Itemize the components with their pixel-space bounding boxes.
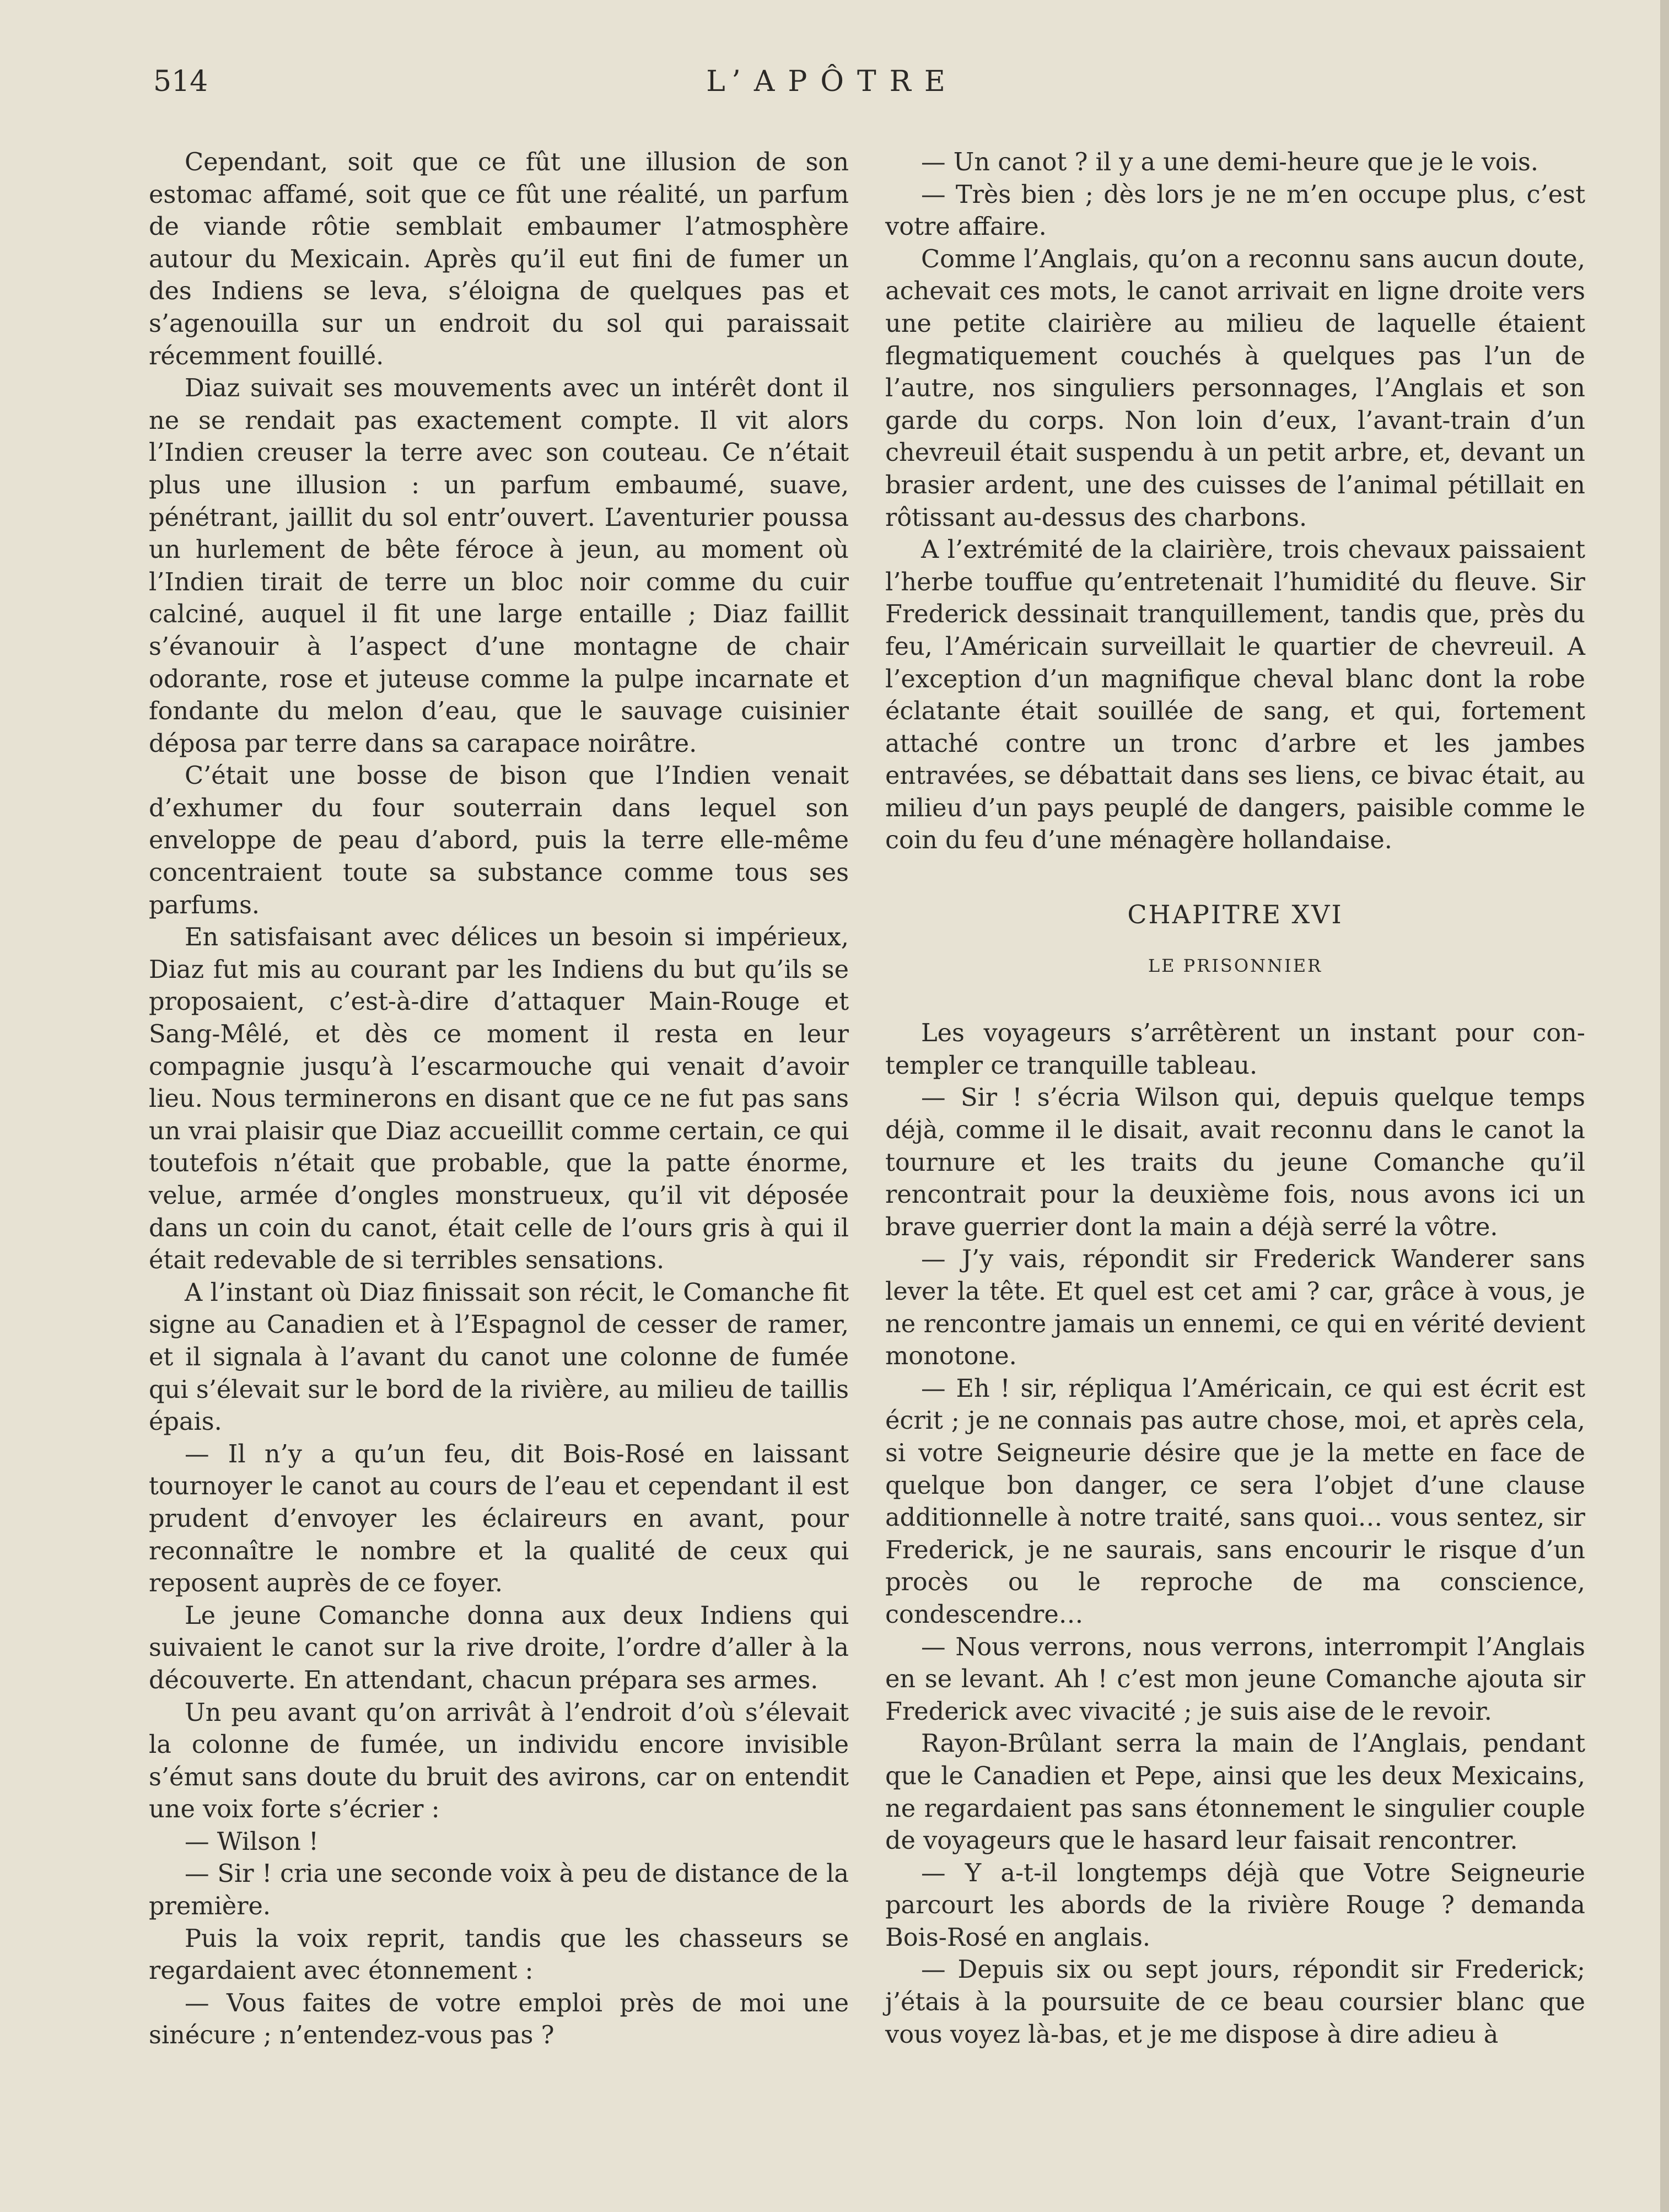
paragraph: — Un canot ? il y a une demi-heure que je le vois. (921, 148, 1539, 176)
paragraph: — Sir ! s’écria Wilson qui, depuis quelque temps déjà, comme il le disait, avait reconnu dans le canot la tournure et les traits du jeune Comanche qu’il rencontrait pour la deuxième fois, nous avons ici un brave guerrier dont la main a déjà serré la vôtre. (885, 1083, 1585, 1241)
paragraph: — Il n’y a qu’un feu, dit Bois-Rosé en laissant tournoyer le canot au cours de l’eau et cependant il est prudent d’envoyer les éclaireurs en avant, pour reconnaître le nombre et la qualité de ceux qui reposent auprès de ce foyer. (149, 1439, 849, 1598)
paragraph: — Eh ! sir, répliqua l’Américain, ce qui est écrit est écrit ; je ne connais pas autre chose, moi, et après cela, si votre Seigneurie désire que je la mette en face de quelque bon danger, ce sera l’objet d’une clause additionnelle à notre traité, sans quoi… vous sentez, sir Frederick, je ne saurais, sans encourir le risque d’un procès ou le reproche de ma conscience, condescendre… (885, 1374, 1585, 1629)
paragraph: Comme l’Anglais, qu’on a reconnu sans aucun doute, achevait ces mots, le canot arrivait en ligne droite vers une petite clairière au milieu de laquelle étaient flegmatiquement couchés à quelques pas l’un de l’autre, nos singuliers personnages, l’Anglais et son garde du corps. Non loin d’eux, l’avant-train d’un chevreuil était suspendu à un petit arbre, et, devant un brasier ardent, une des cuisses de l’animal pétillait en rôtissant au-dessus des charbons. (885, 244, 1585, 532)
paragraph: En satisfaisant avec délices un besoin si impérieux, Diaz fut mis au courant par les Indiens du but qu’ils se proposaient, c’est-à-dire d’attaquer Main-Rouge et Sang-Mêlé, et dès ce moment il resta en leur compagnie jusqu’à l’escarmouche qui venait d’avoir lieu. Nous terminerons en disant que ce ne fut pas sans un vrai plaisir que Diaz accueillit comme certain, ce qui toutefois n’était que probable, que la patte énorme, velue, armée d’ongles monstrueux, qu’il vit déposée dans un coin du canot, était celle de l’ours gris à qui il était redevable de si terribles sensations. (149, 923, 849, 1275)
left-column (149, 146, 849, 2052)
chapter-title: CHAPITRE XVI (1127, 900, 1343, 930)
paragraph: — Vous faites de votre emploi près de moi une sinécure ; n’entendez-vous pas ? (149, 1988, 849, 2050)
chapter-subtitle: LE PRISONNIER (1148, 955, 1323, 976)
paragraph: — Très bien ; dès lors je ne m’en occupe plus, c’est votre affaire. (885, 180, 1585, 241)
paragraph: — Depuis six ou sept jours, répondit sir Frederick; j’étais à la poursuite de ce beau coursier blanc que vous voyez là-bas, et je me dispose à dire adieu à (885, 1955, 1585, 2049)
paragraph: Diaz suivait ses mouvements avec un intérêt dont il ne se rendait pas exactement compte. Il vit alors l’Indien creuser la terre avec son couteau. Ce n’était plus une illusion : un parfum embaumé, suave, pénétrant, jaillit du sol entr’ouvert. L’aventurier poussa un hurlement de bête féroce à jeun, au moment où l’Indien tirait de terre un bloc noir comme du cuir calciné, auquel il fit une large entaille ; Diaz faillit s’évanouir à l’aspect d’une montagne de chair odorante, rose et juteuse comme la pulpe incarnate et fondante du melon d’eau, que le sauvage cuisinier déposa par terre dans sa carapace noirâtre. (149, 374, 849, 758)
paragraph: C’était une bosse de bison que l’Indien venait d’exhumer du four souterrain dans lequel son enveloppe de peau d’abord, puis la terre elle-même concentraient toute sa substance comme tous ses parfums. (149, 761, 849, 919)
page-number: 514 (153, 65, 208, 98)
right-column (885, 146, 1585, 2050)
paragraph: A l’instant où Diaz finissait son récit, le Comanche fit signe au Canadien et à l’Espagnol de cesser de ramer, et il signala à l’avant du canot une colonne de fumée qui s’élevait sur le bord de la rivière, au milieu de taillis épais. (149, 1278, 849, 1436)
paragraph: — Y a-t-il longtemps déjà que Votre Seigneurie parcourt les abords de la rivière Rouge ? demanda Bois-Rosé en anglais. (885, 1858, 1585, 1952)
paragraph: Le jeune Comanche donna aux deux Indiens qui suivaient le canot sur la rive droite, l’ordre d’aller à la découverte. En attendant, chacun prépara ses armes. (149, 1601, 849, 1694)
paragraph: A l’extrémité de la clairière, trois chevaux paissaient l’herbe touffue qu’entretenait l’humidité du fleuve. Sir Frederick dessinait tranquillement, tandis que, près du feu, l’Américain surveillait le quartier de chevreuil. A l’exception d’un magnifique cheval blanc dont la robe éclatante était souillée de sang, et qui, fortement attaché contre un tronc d’arbre et les jambes entravées, se débattait dans ses liens, ce bivac était, au milieu d’un pays peuplé de dangers, paisible comme le coin du feu d’une ménagère hollandaise. (885, 535, 1585, 855)
page-edge-shadow (1660, 0, 1669, 2212)
paragraph: Un peu avant qu’on arrivât à l’endroit d’où s’élevait la colonne de fumée, un individu encore invisible s’émut sans doute du bruit des avirons, car on entendit une voix forte s’écrier : (149, 1698, 849, 1824)
paragraph: Cependant, soit que ce fût une illusion de son estomac affamé, soit que ce fût une réalité, un parfum de viande rôtie semblait embaumer l’atmosphère autour du Mexicain. Après qu’il eut fini de fumer un des Indiens se leva, s’éloigna de quelques pas et s’agenouilla sur un endroit du sol qui paraissait récemment fouillé. (149, 148, 849, 370)
paragraph: — Sir ! cria une seconde voix à peu de distance de la première. (149, 1859, 849, 1921)
paragraph: Rayon-Brûlant serra la main de l’Anglais, pendant que le Canadien et Pepe, ainsi que les deux Mexicains, ne regardaient pas sans étonnement le singulier couple de voyageurs que le hasard leur faisait rencontrer. (885, 1729, 1585, 1855)
paragraph: Puis la voix reprit, tandis que les chasseurs se regardaient avec étonnement : (149, 1924, 849, 1985)
running-title: L’APÔTRE (706, 65, 959, 98)
paragraph: — J’y vais, répondit sir Frederick Wanderer sans lever la tête. Et quel est cet ami ? car, grâce à vous, je ne rencontre jamais un ennemi, ce qui en vérité devient monotone. (885, 1245, 1585, 1371)
paragraph: — Wilson ! (185, 1827, 319, 1856)
paragraph: Les voyageurs s’arrêtèrent un instant pour contempler ce tranquille tableau. (885, 1019, 1585, 1080)
paragraph: — Nous verrons, nous verrons, interrompit l’Anglais en se levant. Ah ! c’est mon jeune Comanche ajouta sir Frederick avec vivacité ; je suis aise de le revoir. (885, 1632, 1585, 1726)
